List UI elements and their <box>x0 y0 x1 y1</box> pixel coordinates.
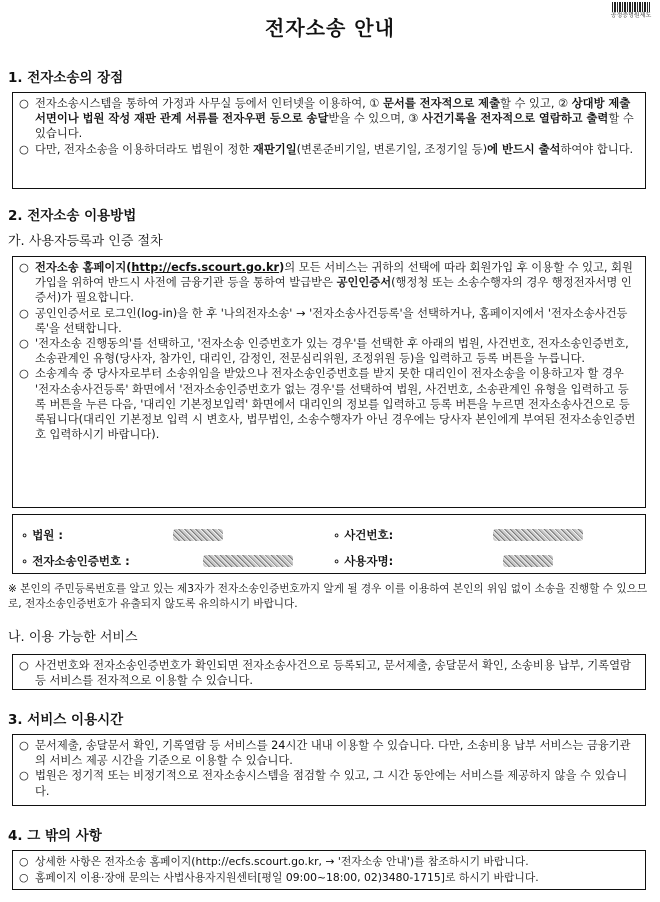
section-4-box <box>12 850 646 890</box>
services-box <box>12 654 646 690</box>
subsection-a-heading: 가. 사용자등록과 인증 절차 <box>8 234 163 249</box>
item-text: 하여야 합니다. <box>560 142 634 156</box>
item-text: 문서제출, 송달문서 확인, 기록열람 등 서비스를 24시간 내내 이용할 수 있습니다. 다만, 소송비용 납부 서비스는 금융기관의 서비스 제공 시간을 기준으로 이용할 수 있습니다. <box>35 739 631 768</box>
bullet-item <box>19 768 639 798</box>
item-text: 홈페이지 이용·장애 문의는 사법사용자지원센터[평일 09:00~18:00, 02)3480-1715]로 하시기 바랍니다. <box>35 871 539 884</box>
item-text: 문서를 전자적으로 제출 <box>383 97 501 110</box>
bullet-item <box>19 366 639 442</box>
item-text: 소송계속 중 당사자로부터 소송위임을 받았으나 전자소송인증번호를 받지 못한 대리인이 전자소송을 이용하고자 할 경우 '전자소송사건등록' 화면에서 '전자소송인증번호가 없는 경우'를 선택하여 법원, 사건번호, 소송관계인 유형을 입력하고 등록 버튼을 누른 다음, '대리인 기본정보입력' 화면에서 대리인의 정보를 입력하고 등록 버튼을 누르면 전자소송사건으로 등록됩니다(대리인 기본정보 입력 시 변호사, 법무법인, 소송수행자가 아닌 경우에는 당사자 본인에게 부여된 전자소송인증번호 입력하시기 바랍니다). <box>35 367 636 442</box>
security-notice: ※ 본인의 주민등록번호를 알고 있는 제3자가 전자소송인증번호까지 알게 될 경우 이를 이용하여 본인의 위임 없이 소송을 진행할 수 있으므로, 전자소송인증번호가 유출되지 않도록 유의하시기 바랍니다. <box>8 583 648 610</box>
circle-bullet-icon: ○ <box>19 261 29 274</box>
item-text: 전자소송 홈페이지( <box>35 261 132 274</box>
case-number-redacted <box>493 529 583 541</box>
item-text: 공인인증서로 로그인(log-in)을 한 후 '나의전자소송' → '전자소송사건등록'을 선택하거나, 홈페이지에서 '전자소송사건등록'을 선택합니다. <box>35 306 628 335</box>
item-text: ) <box>279 261 285 274</box>
circle-bullet-icon: ○ <box>19 97 29 110</box>
circle-bullet-icon: ○ <box>19 337 29 351</box>
circle-bullet-icon: ○ <box>19 142 29 156</box>
user-name-redacted <box>503 555 553 567</box>
section-2-heading: 2. 전자소송 이용방법 <box>8 208 137 224</box>
item-text: 상세한 사항은 전자소송 홈페이지(http://ecfs.scourt.go.kr, → '전자소송 안내')를 참조하시기 바랍니다. <box>35 855 529 868</box>
stamp-text: 공정증명원제도 <box>610 12 652 19</box>
bullet-item <box>19 260 639 306</box>
auth-number-redacted <box>203 555 293 567</box>
subsection-b-heading: 나. 이용 가능한 서비스 <box>8 630 138 645</box>
bullet-item <box>19 142 639 157</box>
item-text: 다만, 전자소송을 이용하더라도 법원이 정한 <box>35 142 253 156</box>
section-1-heading: 1. 전자소송의 장점 <box>8 70 124 86</box>
bullet-item <box>19 658 639 688</box>
bullet-item <box>19 870 639 886</box>
circle-bullet-icon: ○ <box>19 769 29 783</box>
item-text: 전자소송시스템을 통하여 가정과 사무실 등에서 인터넷을 이용하여, ① <box>35 97 384 110</box>
bullet-item <box>19 738 639 768</box>
bullet-item <box>19 306 639 336</box>
item-text: (변론준비기일, 변론기일, 조정기일 등) <box>296 142 488 156</box>
case-info-box <box>12 514 646 574</box>
item-text: (행정청 또는 소송수행자의 경우 행정전자서명 인증서)가 필요합니다. <box>35 276 632 305</box>
section-3-box <box>12 734 646 806</box>
item-text: 사건번호와 전자소송인증번호가 확인되면 전자소송사건으로 등록되고, 문서제출, 송달문서 확인, 소송비용 납부, 기록열람 등 서비스를 전자적으로 이용할 수 있습니다. <box>35 659 631 688</box>
bullet-item <box>19 336 639 366</box>
item-text: 받을 수 있으며, ③ <box>328 112 422 126</box>
item-text: 의 모든 서비스는 귀하의 선택에 따라 회원가입 후 이용할 수 있고, 회원가입을 위하여 반드시 사전에 금융기관 등을 통하여 발급받은 <box>35 261 633 290</box>
bullet-item <box>19 96 639 142</box>
circle-bullet-icon: ○ <box>19 855 29 868</box>
circle-bullet-icon: ○ <box>19 367 29 381</box>
circle-bullet-icon: ○ <box>19 871 29 884</box>
item-text: 공인인증서 <box>336 276 392 290</box>
circle-bullet-icon: ○ <box>19 659 29 672</box>
item-text: 할 수 있고, ② <box>500 97 572 110</box>
barcode-icon <box>612 2 650 12</box>
section-1-box <box>12 92 646 189</box>
item-text: 재판기일 <box>252 142 297 156</box>
item-text: http://ecfs.scourt.go.kr <box>131 261 280 274</box>
item-text: 상대방 제출 서면이나 법원 작성 재판 관계 서류를 전자우편 등으로 송달 <box>35 97 631 126</box>
item-text: 에 반드시 출석 <box>487 142 561 156</box>
auth-number-label: ∘ 전자소송인증번호 : <box>21 554 130 568</box>
item-text: 사건기록을 전자적으로 열람하고 출력 <box>421 112 609 126</box>
item-text: 법원은 정기적 또는 비정기적으로 전자소송시스템을 점검할 수 있고, 그 시간 동안에는 서비스를 제공하지 않을 수 있습니다. <box>35 769 628 798</box>
page-title: 전자소송 안내 <box>265 16 395 40</box>
circle-bullet-icon: ○ <box>19 306 29 320</box>
user-name-label: ∘ 사용자명: <box>333 554 394 568</box>
section-2-box <box>12 256 646 508</box>
section-3-heading: 3. 서비스 이용시간 <box>8 712 124 728</box>
case-number-label: ∘ 사건번호: <box>333 528 394 542</box>
item-text: 할 수 있습니다. <box>35 112 634 141</box>
circle-bullet-icon: ○ <box>19 739 29 752</box>
item-text: '전자소송 진행동의'를 선택하고, '전자소송 인증번호가 있는 경우'를 선택한 후 아래의 법원, 사건번호, 전자소송인증번호, 소송관계인 유형(당사자, 참가인, 대리인, 감정인, 전문심리위원, 조정위원 등)을 입력하고 등록 버튼을 누릅니다. <box>35 337 629 366</box>
court-value-redacted <box>173 529 223 541</box>
bullet-item <box>19 854 639 870</box>
section-4-heading: 4. 그 밖의 사항 <box>8 828 102 844</box>
court-label: ∘ 법원 : <box>21 528 64 542</box>
